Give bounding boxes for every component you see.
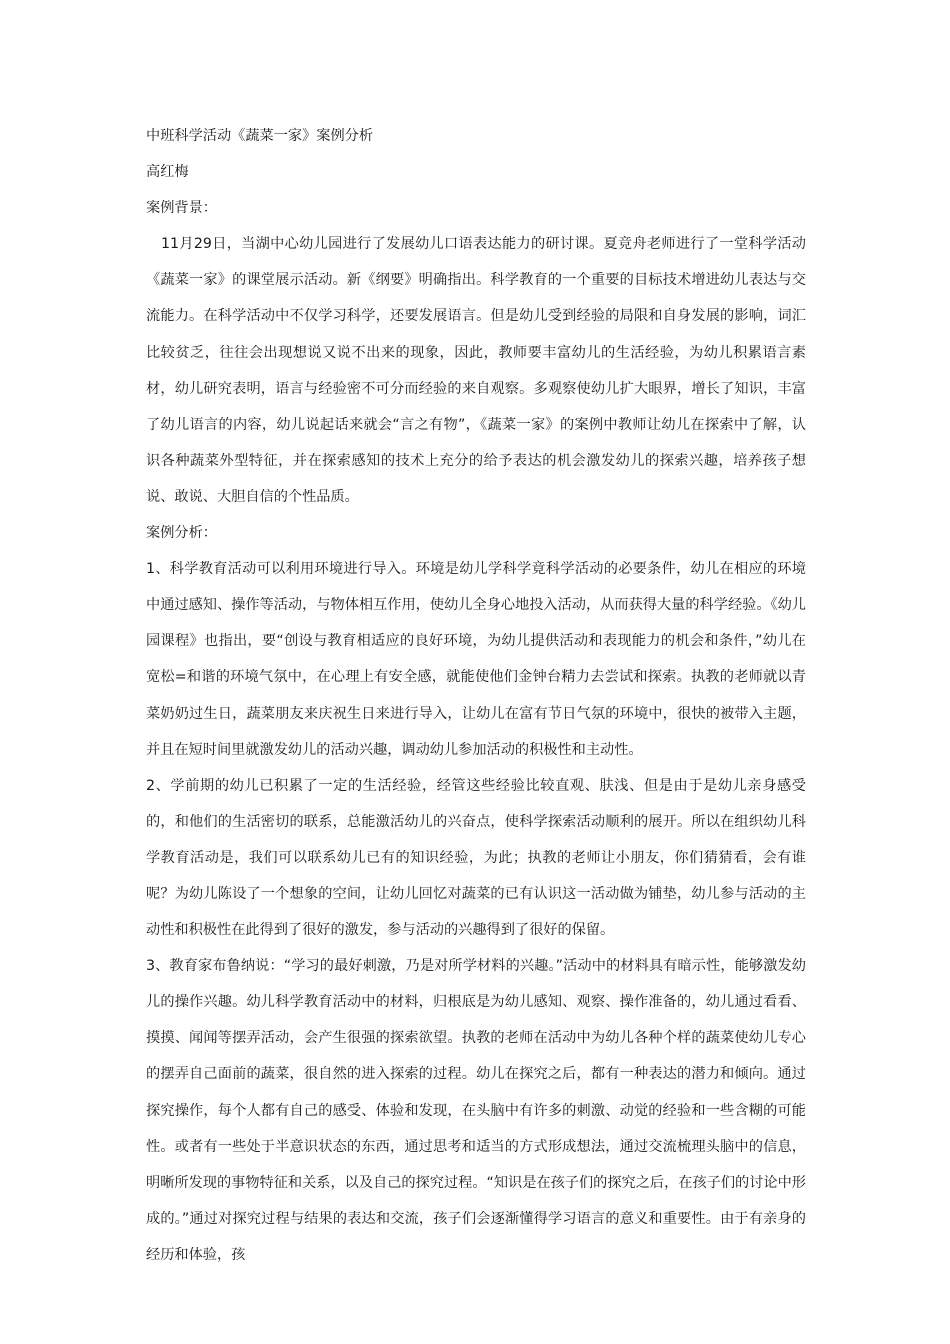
analysis-point-1: 1、科学教育活动可以利用环境进行导入。环境是幼儿学科学竟科学活动的必要条件，幼儿在相应的环境中通过感知、操作等活动，与物体相互作用，使幼儿全身心地投入活动，从而获得大量的科学经验。《幼儿园课程》也指出，要“创设与教育相适应的良好环境，为幼儿提供活动和表现能力的机会和条件，”幼儿在宽松=和谐的环境气氛中，在心理上有安全感，就能使他们金钟台精力去尝试和探索。执教的老师就以青菜奶奶过生日，蔬菜朋友来庆祝生日来进行导入，让幼儿在富有节日气氛的环境中，很快的被带入主题，并且在短时间里就激发幼儿的活动兴趣，调动幼儿参加活动的积极性和主动性。: [146, 561, 806, 758]
document-page: [146, 118, 806, 1273]
analysis-point-3: 3、教育家布鲁纳说：“学习的最好刺激，乃是对所学材料的兴趣。”活动中的材料具有暗示性，能够激发幼儿的操作兴趣。幼儿科学教育活动中的材料，归根底是为幼儿感知、观察、操作准备的，幼儿通过看看、摸摸、闻闻等摆弄活动，会产生很强的探索欲望。执教的老师在活动中为幼儿各种个样的蔬菜使幼儿专心的摆弄自己面前的蔬菜，很自然的进入探索的过程。幼儿在探究之后，都有一种表达的潜力和倾向。通过探究操作，每个人都有自己的感受、体验和发现，在头脑中有许多的刺激、动觉的经验和一些含糊的可能性。或者有一些处于半意识状态的东西，通过思考和适当的方式形成想法，通过交流梳理头脑中的信息，明晰所发现的事物特征和关系，以及自己的探究过程。“知识是在孩子们的探究之后，在孩子们的讨论中形成的。”通过对探究过程与结果的表达和交流，孩子们会逐渐懂得学习语言的意义和重要性。由于有亲身的经历和体验，孩: [146, 958, 806, 1263]
analysis-heading: 案例分析：: [146, 525, 217, 542]
background-heading: 案例背景：: [146, 200, 217, 217]
document-author: 高红梅: [146, 164, 189, 181]
document-title: 中班科学活动《蔬菜一家》案例分析: [146, 128, 374, 144]
background-paragraph: 11月29日，当湖中心幼儿园进行了发展幼儿口语表达能力的研讨课。夏竞舟老师进行了一堂科学活动《蔬菜一家》的课堂展示活动。新《纲要》明确指出。科学教育的一个重要的目标技术增进幼儿表达与交流能力。在科学活动中不仅学习科学，还要发展语言。但是幼儿受到经验的局限和自身发展的影响，词汇比较贫乏，往往会出现想说又说不出来的现象，因此，教师要丰富幼儿的生活经验，为幼儿积累语言素材，幼儿研究表明，语言与经验密不可分而经验的来自观察。多观察使幼儿扩大眼界，增长了知识，丰富了幼儿语言的内容，幼儿说起话来就会“言之有物”，《蔬菜一家》的案例中教师让幼儿在探索中了解，认识各种蔬菜外型特征，并在探索感知的技术上充分的给予表达的机会激发幼儿的探索兴趣，培养孩子想说、敢说、大胆自信的个性品质。: [146, 236, 806, 505]
analysis-point-2: 2、学前期的幼儿已积累了一定的生活经验，经管这些经验比较直观、肤浅、但是由于是幼儿亲身感受的，和他们的生活密切的联系，总能激活幼儿的兴奋点，使科学探索活动顺利的展开。所以在组织幼儿科学教育活动是，我们可以联系幼儿已有的知识经验，为此；执教的老师让小朋友，你们猜猜看，会有谁呢？为幼儿陈设了一个想象的空间，让幼儿回忆对蔬菜的已有认识这一活动做为铺垫，幼儿参与活动的主动性和积极性在此得到了很好的激发，参与活动的兴趣得到了很好的保留。: [146, 777, 806, 939]
